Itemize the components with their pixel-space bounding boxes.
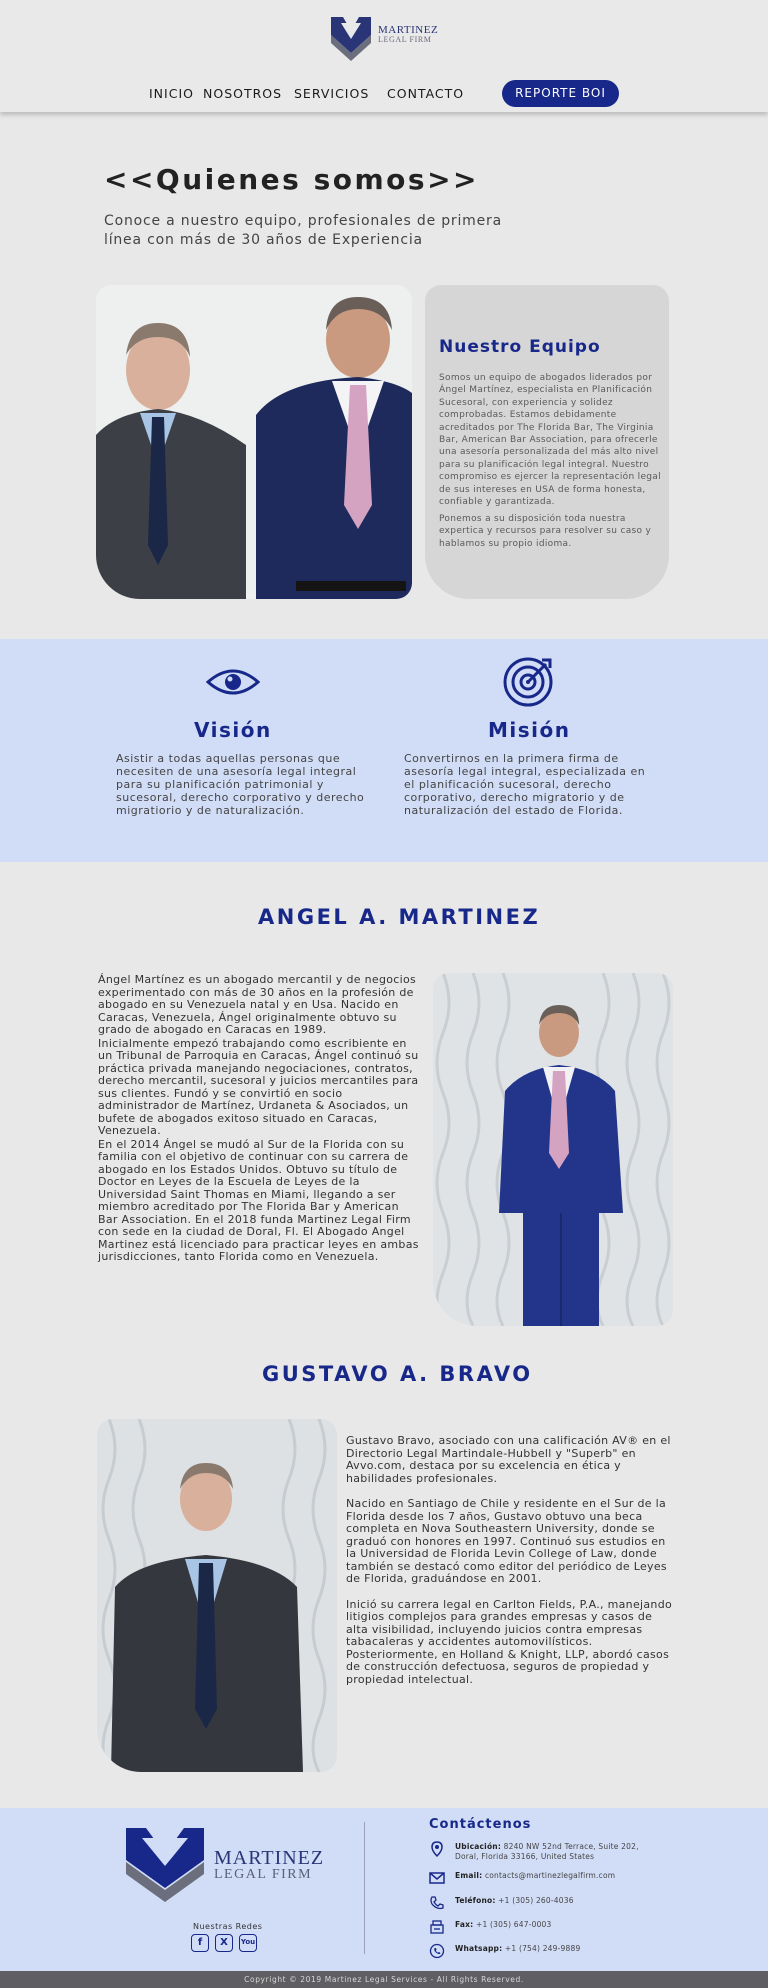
gustavo-name: GUSTAVO A. BRAVO [262,1362,533,1386]
social-label: Nuestras Redes [193,1922,263,1931]
vision-text: Asistir a todas aquellas personas que necesiten de una asesoría legal integral para su planificación patrimonial y sucesoral, derecho corporativo y derecho migratiorio y de naturalización. [116,752,365,817]
footer-logo-line2: LEGAL FIRM [214,1867,313,1882]
team-paragraph-1: Somos un equipo de abogados liderados por Ángel Martínez, especialista en Planificación Sucesoral, con experiencia y solidez comprobadas. Estamos debidamente acreditados por The Florida Bar, The Virginia Bar, American Bar Association, para ofrecerle una asesoría personalizada del más alto nivel para su planificación legal integral. Nuestro compromiso es ejercer la representación legal de sus intereses en USA de forma honesta, confiable y garantizada. [439,373,661,508]
angel-bio-p1: Ángel Martínez es un abogado mercantil y de negocios experimentado con más de 30 años en la profesión de abogado en su Venezuela natal y en Usa. Nacido en Caracas, Venezuela, Ángel originalmente obtuvo su grado de abogado en Caracas en 1989. [98,973,417,1036]
contact-fax-label: Fax: [455,1920,474,1929]
facebook-icon[interactable]: f [191,1934,209,1952]
logo-wordmark [378,25,438,44]
angel-bio-p2: Inicialmente empezó trabajando como escribiente en un Tribunal de Parroquia en Caracas, Ángel continuó su práctica privada manejando negociaciones, contratos, derecho mercantil, sucesoral y juicios mercantiles para sus clientes. Fundó y se convirtió en socio administrador de Martínez, Urdaneta & Asociados, un bufete de abogados exitoso situado en Caracas, Venezuela. [98,1036,419,1137]
whatsapp-icon [429,1943,445,1959]
angel-name: ANGEL A. MARTINEZ [258,905,541,929]
email-icon [429,1870,445,1886]
footer-logo-wordmark [214,1848,324,1882]
mision-title: Misión [488,718,571,742]
copyright-bar: Copyright © 2019 Martinez Legal Services - All Rights Reserved. [0,1971,768,1988]
contact-location-label: Ubicación: [455,1842,502,1851]
logo-line1: MARTINEZ [378,24,439,36]
page-title: <<Quienes somos>> [104,163,479,196]
footer-divider [364,1822,365,1954]
gustavo-bio-p3: Inició su carrera legal en Carlton Fields, P.A., manejando litigios complejos para grandes empresas y casos de alta visibilidad, incluyendo juicios contra empresas tabacaleras y accidentes automovilísticos. Posteriormente, en Holland & Knight, LLP, abordó casos de construcción defectuosa, seguros de propiedad y propiedad intelectual. [346,1597,673,1686]
contact-location-value: 8240 NW 52nd Terrace, Suite 202, Doral, Florida 33166, United States [455,1842,639,1861]
team-paragraph-2: Ponemos a su disposición toda nuestra expertica y recursos para resolver su caso y hablamos su propio idioma. [439,514,652,549]
angel-photo [433,973,673,1326]
contact-phone-value: +1 (305) 260-4036 [498,1896,574,1905]
contact-whatsapp-label: Whatsapp: [455,1944,503,1953]
page-subtitle: Conoce a nuestro equipo, profesionales de primera línea con más de 30 años de Experiencia [104,213,502,248]
fax-icon [429,1919,445,1935]
angel-bio-p3: En el 2014 Ángel se mudó al Sur de la Florida con su familia con el objetivo de continuar con su carrera de abogado en los Estados Unidos. Obtuvo su título de Doctor en Leyes de la Escuela de Leyes de la Universidad Saint Thomas en Miami, llegando a ser miembro acreditado por The Florida Bar y American Bar Association. En el 2018 funda Martinez Legal Firm con sede en la ciudad de Doral, Fl. El Abogado Angel Martinez está licenciado para practicar leyes en ambas jurisdicciones, tanto Florida como en Venezuela. [98,1137,419,1263]
vision-mission-band [0,639,768,862]
team-photo [96,285,412,599]
mision-text: Convertirnos en la primera firma de asesoría legal integral, especializada en el planificación sucesoral, derecho corporativo, derecho migratorio y de naturalización del estado de Florida. [404,752,646,817]
contact-fax-value: +1 (305) 647-0003 [475,1920,552,1929]
logo-line2: LEGAL FIRM [378,35,432,44]
contact-email-value: contacts@martinezlegalfirm.com [484,1871,616,1880]
vision-title: Visión [194,718,272,742]
phone-icon [429,1895,445,1911]
eye-icon [206,666,260,698]
gustavo-bio-p2: Nacido en Santiago de Chile y residente en el Sur de la Florida desde los 7 años, Gustavo obtuvo una beca completa en Nova Southeastern University, donde se graduó con honores en 1997. Continuó sus estudios en la Universidad de Florida Levin College of Law, donde también se destacó como editor del periódico de Leyes de Florida, graduándose en 2001. [346,1497,667,1585]
nav-nosotros[interactable]: NOSOTROS [203,86,283,101]
nav-contacto[interactable]: CONTACTO [387,86,465,101]
angel-bio [98,974,420,1265]
report-boi-button[interactable]: REPORTE BOI [502,80,619,107]
contact-email-label: Email: [455,1871,483,1880]
contact-title: Contáctenos [429,1817,532,1832]
x-icon[interactable]: X [215,1934,233,1952]
footer-logo-icon[interactable] [124,1826,206,1902]
nav-inicio[interactable]: INICIO [149,86,194,101]
youtube-icon[interactable]: You [239,1934,257,1952]
footer-logo-line1: MARTINEZ [214,1847,325,1869]
team-heading: Nuestro Equipo [439,337,601,357]
target-icon [502,656,554,708]
gustavo-photo [97,1419,337,1772]
team-card [425,285,669,599]
location-icon [429,1841,445,1857]
contact-phone-label: Teléfono: [455,1896,496,1905]
gustavo-bio-p1: Gustavo Bravo, asociado con una calificación AV® en el Directorio Legal Martindale-Hubbell y "Superb" en Avvo.com, destaca por su excelencia en ética y habilidades profesionales. [346,1434,671,1485]
nav-servicios[interactable]: SERVICIOS [294,86,370,101]
site-header [0,0,768,112]
gustavo-bio [346,1435,676,1687]
contact-whatsapp-value: +1 (754) 249-9889 [504,1944,581,1953]
